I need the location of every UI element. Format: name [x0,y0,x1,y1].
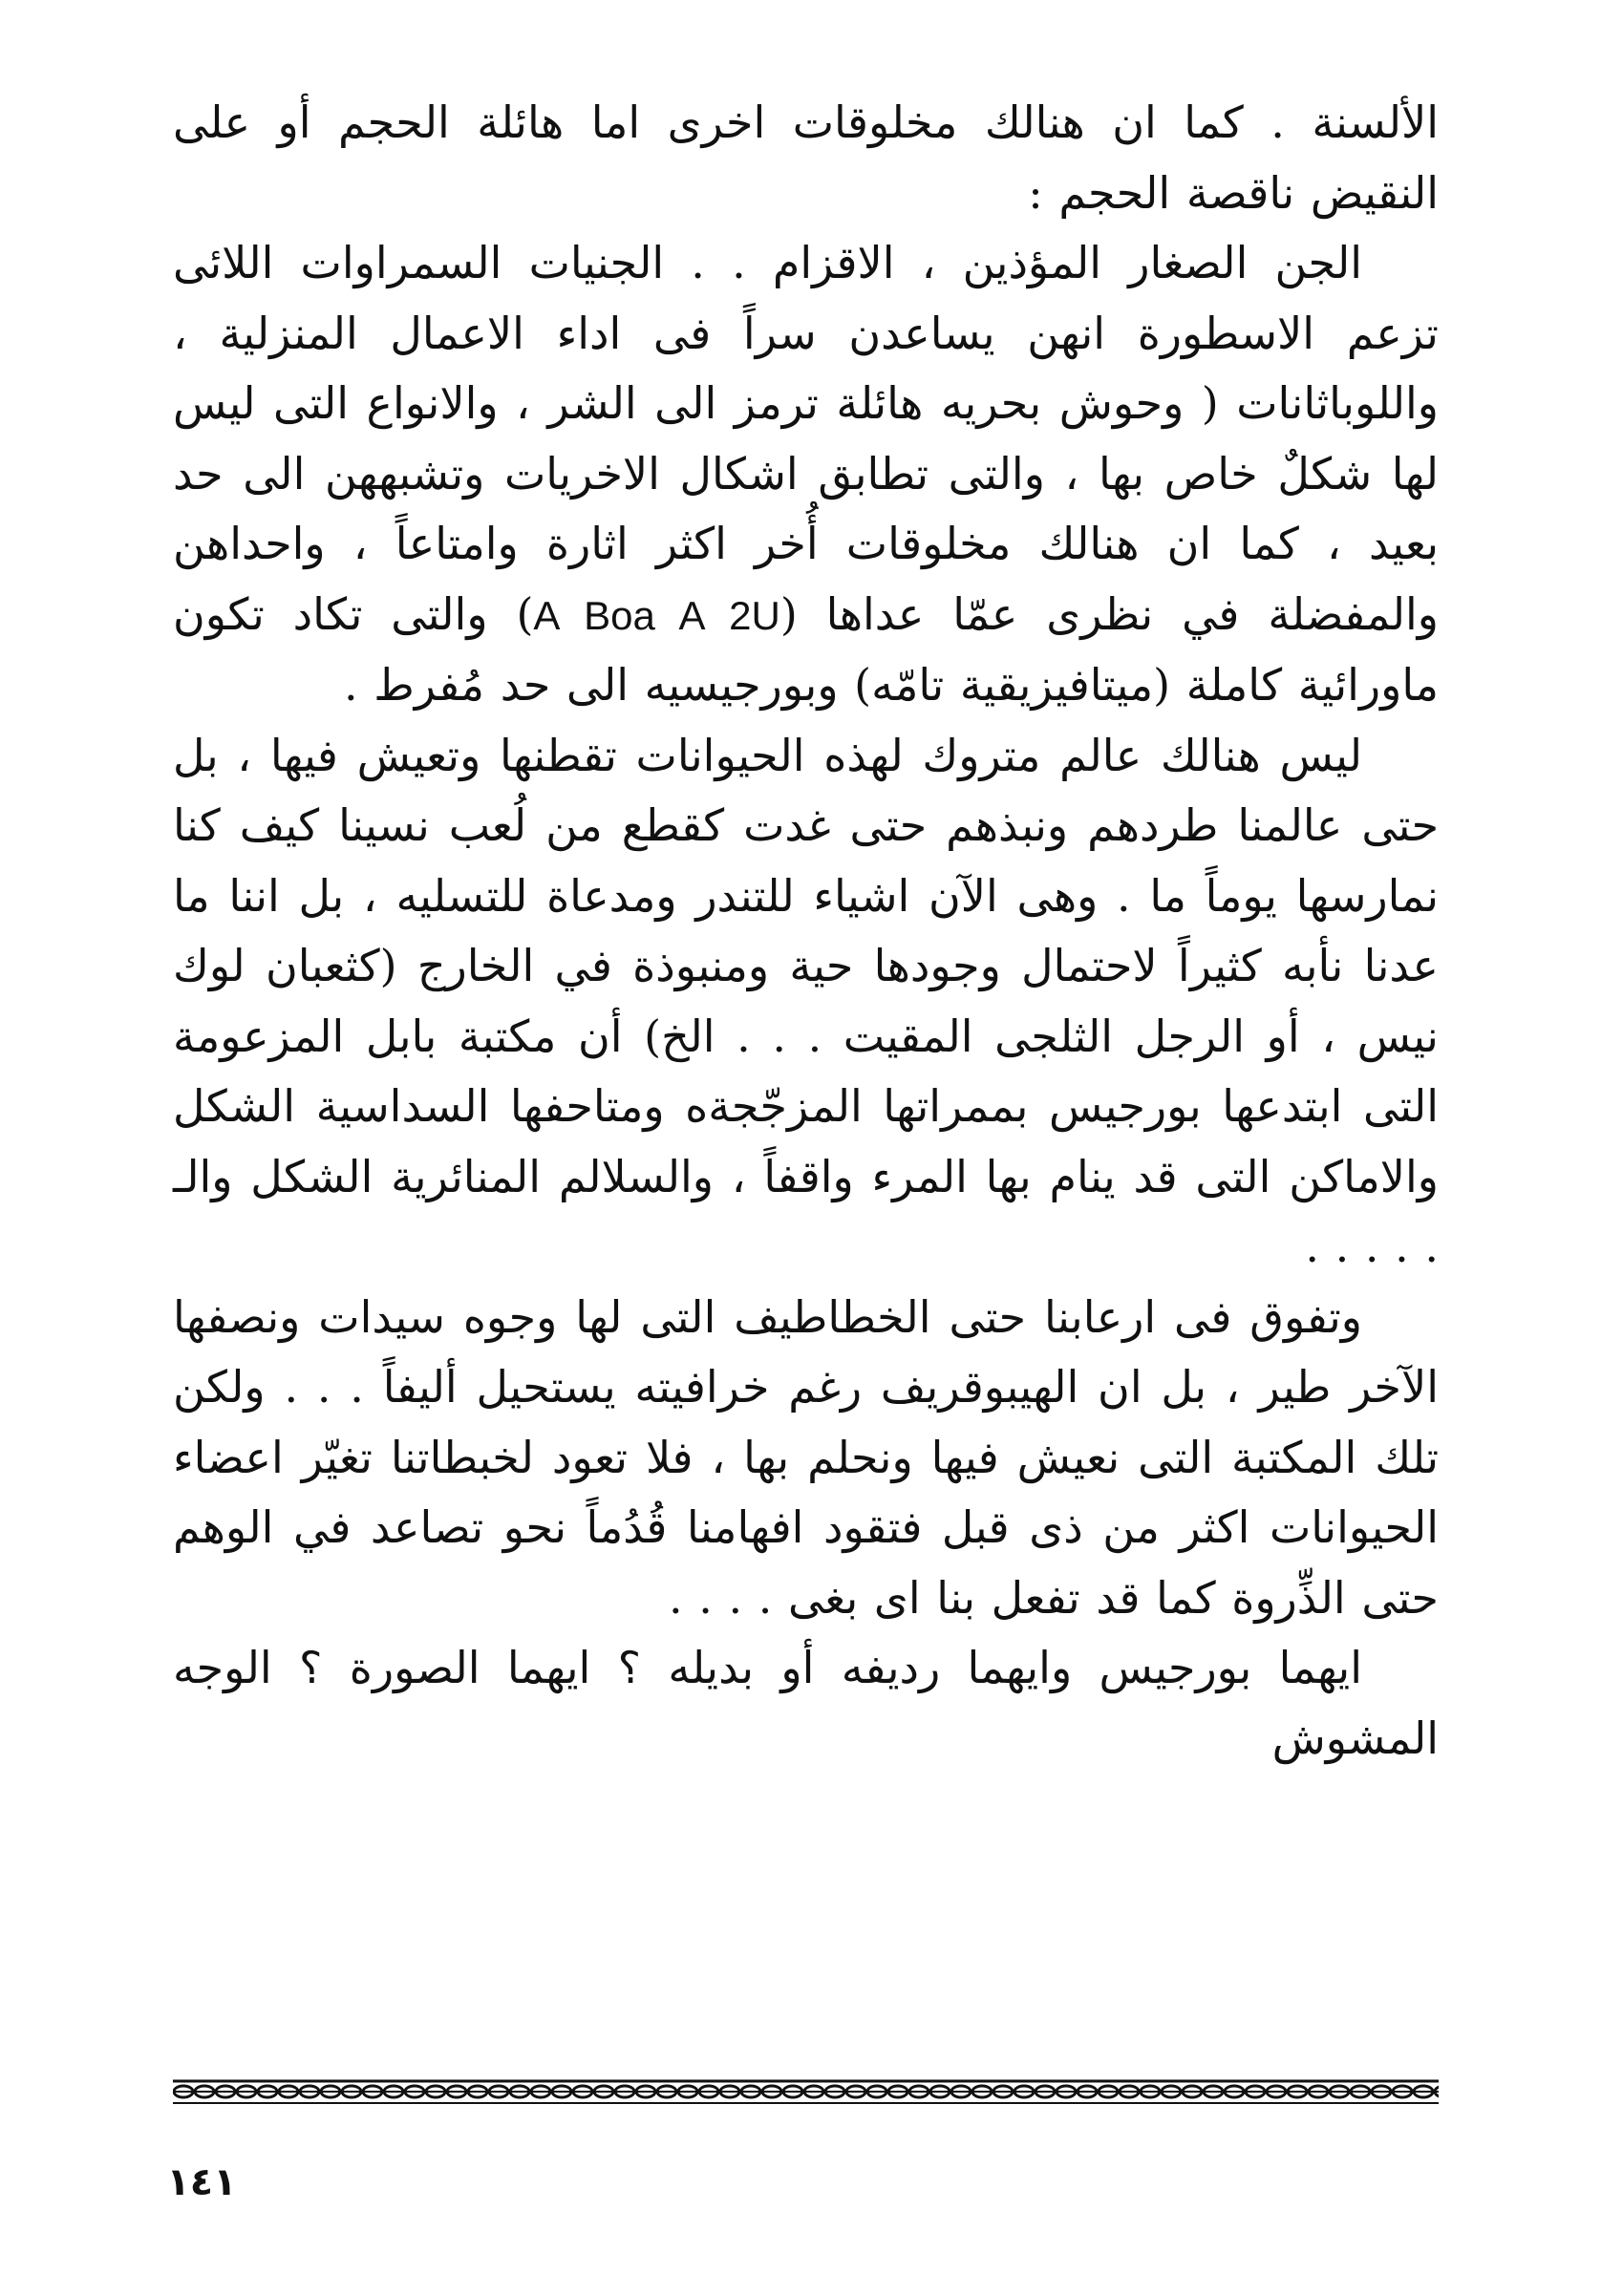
decorative-divider [173,2077,1439,2106]
paragraph-2-text-after: ) والتى تكاد تكون ماورائية كاملة (ميتافيزيقية تامّه) وبورجيسيه الى حد مُفرط . [173,587,1439,711]
body-text [173,88,1439,1774]
paragraph-4: وتفوق فى ارعابنا حتى الخطاطيف التى لها وجوه سيدات ونصفها الآخر طير ، بل ان الهيبوقريف رغم خرافيته يستحيل أليفاً . . . ولكن تلك المكتبة التى نعيش فيها ونحلم بها ، فلا تعود لخبطاتنا تغيّر اعضاء الحيوانات اكثر من ذى قبل فتقود افهامنا قُدُماً نحو تصاعد في الوهم حتى الذِّروة كما قد تفعل بنا اى بغى . . . . [173,1290,1439,1624]
paragraph-2-text-before: الجن الصغار المؤذين ، الاقزام . . الجنيات السمراوات اللائى تزعم الاسطورة انهن يساعدن سراً فى اداء الاعمال المنزلية ، واللوباثانات ( وحوش بحريه هائلة ترمز الى الشر ، والانواع التى ليس لها شكلٌ خاص بها ، والتى تطابق اشكال الاخريات وتشبههن الى حد بعيد ، كما ان هنالك مخلوقات أُخر اكثر اثارة وامتاعاً ، واحداهن والمفضلة في نظرى عمّا عداها ( [173,237,1439,640]
paragraph-2 [173,228,1439,721]
page-number: ١٤١ [166,2160,237,2204]
paragraph-3: ليس هنالك عالم متروك لهذه الحيوانات تقطنها وتعيش فيها ، بل حتى عالمنا طردهم ونبذهم حتى غدت كقطع من لُعب نسينا كيف كنا نمارسها يوماً ما . وهى الآن اشياء للتندر ومدعاة للتسليه ، بل اننا ما عدنا نأبه كثيراً لاحتمال وجودها حية ومنبوذة في الخارج (كثعبان لوك نيس ، أو الرجل الثلجى المقيت . . . الخ) أن مكتبة بابل المزعومة التى ابتدعها بورجيس بممراتها المزجّجةه ومتاحفها السداسية الشكل والاماكن التى قد ينام بها المرء واقفاً ، والسلالم المنائرية الشكل والـ . . . . . [173,729,1439,1272]
paragraph-1: الألسنة . كما ان هنالك مخلوقات اخرى اما هائلة الحجم أو على النقيض ناقصة الحجم : [173,96,1439,219]
latin-term: A Boa A 2U [533,592,780,638]
paragraph-5: ايهما بورجيس وايهما رديفه أو بديله ؟ ايهما الصورة ؟ الوجه المشوش [173,1642,1439,1764]
ornament-chain-icon [173,2077,1439,2106]
